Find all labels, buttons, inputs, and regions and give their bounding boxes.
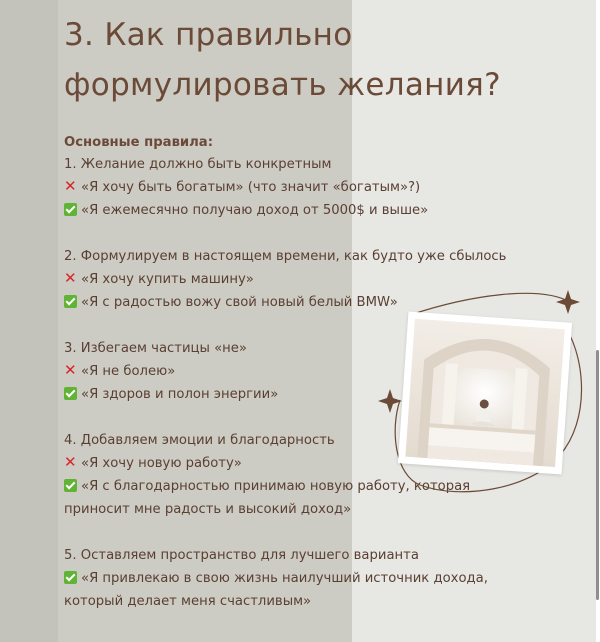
meditation-room-illustration bbox=[405, 319, 564, 467]
cross-mark-icon: ✕ bbox=[64, 361, 77, 379]
good-example-text: «Я здоров и полон энергии» bbox=[81, 387, 279, 402]
photo-frame bbox=[398, 311, 572, 474]
cross-mark-icon: ✕ bbox=[64, 453, 77, 471]
rules-heading: Основные правила: bbox=[64, 135, 213, 150]
cross-mark-icon: ✕ bbox=[64, 269, 77, 287]
rule-title: 5. Оставляем пространство для лучшего варианта bbox=[64, 548, 419, 563]
bad-example-text: «Я хочу купить машину» bbox=[81, 272, 254, 287]
good-example-text: «Я с радостью вожу свой новый белый BMW» bbox=[81, 295, 398, 310]
sparkle-star-icon bbox=[556, 290, 580, 314]
good-example-text: «Я привлекаю в свою жизнь наилучший источник дохода, который делает меня счастливым» bbox=[64, 571, 488, 609]
sparkle-star-icon bbox=[378, 389, 402, 413]
rule-title: 4. Добавляем эмоции и благодарность bbox=[64, 433, 335, 448]
bad-example-text: «Я хочу новую работу» bbox=[81, 456, 242, 471]
rule-title: 3. Избегаем частицы «не» bbox=[64, 341, 247, 356]
bad-example-text: «Я не болею» bbox=[81, 364, 176, 379]
rule-title: 1. Желание должно быть конкретным bbox=[64, 157, 332, 172]
good-example-text: «Я ежемесячно получаю доход от 5000$ и выше» bbox=[81, 203, 429, 218]
bad-example-text: «Я хочу быть богатым» (что значит «богатым»?) bbox=[81, 180, 421, 195]
orbit-line-top bbox=[410, 293, 570, 315]
cross-mark-icon: ✕ bbox=[64, 177, 77, 195]
scrollbar[interactable] bbox=[596, 0, 600, 642]
good-example-text: «Я с благодарностью принимаю новую работу, которая приносит мне радость и высокий доход» bbox=[64, 479, 471, 517]
meditation-photo bbox=[405, 319, 564, 467]
rule-title: 2. Формулируем в настоящем времени, как будто уже сбылось bbox=[64, 249, 507, 264]
scrollbar-thumb[interactable] bbox=[596, 350, 599, 600]
page-title: 3. Как правильно формулировать желания? bbox=[64, 17, 501, 103]
